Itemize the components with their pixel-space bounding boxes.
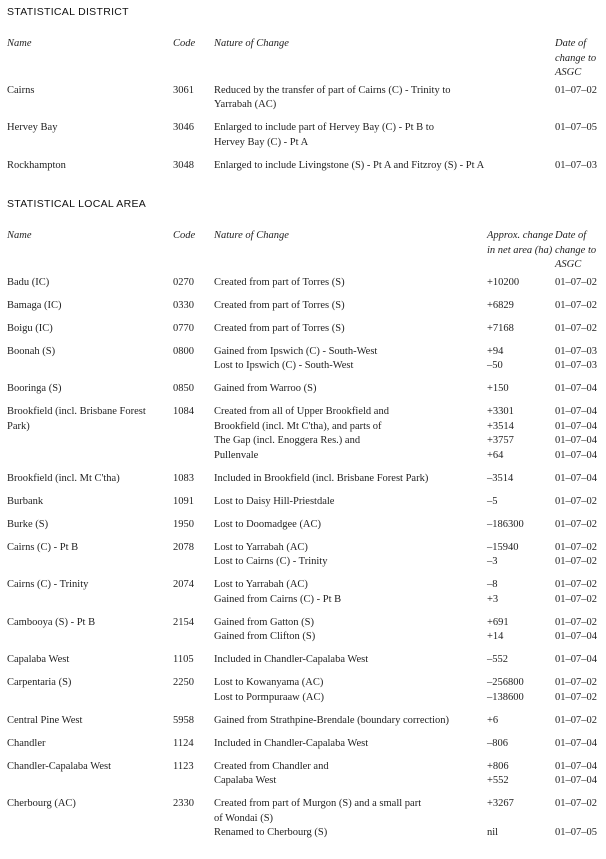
table-header-row xyxy=(7,37,606,81)
row-nature-lines xyxy=(214,345,487,374)
row-date-lines xyxy=(555,760,606,789)
row-date-lines xyxy=(555,737,606,752)
row-nature-lines xyxy=(214,159,555,174)
row-code: 0800 xyxy=(173,345,194,357)
row-name: Central Pine West xyxy=(7,714,83,726)
table-row xyxy=(7,322,606,337)
row-nature-lines xyxy=(214,737,487,752)
column-header-nature: Nature of Change xyxy=(214,230,289,241)
cell-line: 01–07–04 xyxy=(555,383,597,394)
table-body xyxy=(7,276,606,841)
table-row xyxy=(7,345,606,374)
table-section xyxy=(7,6,606,173)
row-date-lines xyxy=(555,472,606,487)
cell-line: 01–07–02 xyxy=(555,518,597,530)
cell-line: 01–07–02 xyxy=(555,677,597,688)
cell-line: Lost to Yarrabah (AC) xyxy=(214,541,308,553)
cell-line: Gained from Clifton (S) xyxy=(214,631,316,642)
row-nature-lines xyxy=(214,405,487,463)
row-nature-lines xyxy=(214,299,487,314)
cell-line: Yarrabah (AC) xyxy=(214,99,277,110)
row-name: Cairns (C) - Pt B xyxy=(7,541,79,553)
cell-line: 01–07–02 xyxy=(555,322,597,334)
cell-line: Enlarged to include part of Hervey Bay (C) - Pt B to xyxy=(214,122,434,133)
row-area-lines xyxy=(487,760,555,789)
row-nature-lines xyxy=(214,472,487,487)
row-area-lines xyxy=(487,495,555,510)
row-code: 0330 xyxy=(173,299,194,311)
row-area-lines xyxy=(487,714,555,729)
cell-line: +3514 xyxy=(487,420,514,432)
row-area-lines xyxy=(487,345,555,374)
cell-line: Renamed to Cherbourg (S) xyxy=(214,827,328,838)
document-page xyxy=(7,6,606,841)
cell-line: 01–07–04 xyxy=(555,420,597,432)
table-row xyxy=(7,760,606,789)
table-section xyxy=(7,198,606,841)
row-nature-lines xyxy=(214,714,487,729)
cell-line: Brookfield (incl. Mt C'tha), and parts of xyxy=(214,420,382,432)
cell-line: Lost to Yarrabah (AC) xyxy=(214,579,308,590)
row-name: Hervey Bay xyxy=(7,122,58,133)
column-header-name: Name xyxy=(7,38,32,49)
table-header-row xyxy=(7,229,606,273)
row-date-lines xyxy=(555,345,606,374)
cell-line: +10200 xyxy=(487,276,520,288)
row-nature-lines xyxy=(214,276,487,291)
row-area-lines xyxy=(487,405,555,463)
table-row xyxy=(7,472,606,487)
table-row xyxy=(7,382,606,397)
row-area-lines xyxy=(487,322,555,337)
cell-line: –186300 xyxy=(487,518,524,530)
row-name: Boonah (S) xyxy=(7,345,56,357)
cell-line: Included in Chandler-Capalaba West xyxy=(214,737,369,749)
cell-line: 01–07–02 xyxy=(555,798,597,809)
row-area-lines xyxy=(487,676,555,705)
cell-line: Gained from Strathpine-Brendale (boundary correction) xyxy=(214,714,449,726)
cell-line: nil xyxy=(487,827,499,838)
row-date-lines xyxy=(555,578,606,607)
row-name: Burke (S) xyxy=(7,518,49,530)
cell-line: –8 xyxy=(487,579,498,590)
row-name: Chandler xyxy=(7,737,46,749)
cell-line: –3 xyxy=(487,556,498,567)
cell-line xyxy=(555,136,606,151)
row-code: 2074 xyxy=(173,579,194,590)
row-nature-lines xyxy=(214,797,487,841)
cell-line: 01–07–02 xyxy=(555,84,597,96)
column-header-nature: Nature of Change xyxy=(214,38,289,49)
cell-line: +3 xyxy=(487,593,499,605)
row-nature-lines xyxy=(214,121,555,150)
cell-line: Enlarged to include Livingstone (S) - Pt A and Fitzroy (S) - Pt A xyxy=(214,159,485,171)
cell-line: Created from all of Upper Brookfield and xyxy=(214,406,389,417)
row-date-lines xyxy=(555,299,606,314)
cell-line: Created from part of Torres (S) xyxy=(214,299,345,311)
row-code: 2154 xyxy=(173,616,194,628)
cell-line: Hervey Bay (C) - Pt A xyxy=(214,136,309,148)
row-nature-lines xyxy=(214,84,555,113)
cell-line: 01–07–04 xyxy=(555,760,597,772)
cell-line: Lost to Pormpuraaw (AC) xyxy=(214,691,324,703)
row-name: Capalaba West xyxy=(7,654,70,665)
cell-line: Created from part of Torres (S) xyxy=(214,322,345,334)
cell-line: +6 xyxy=(487,714,499,726)
row-nature-lines xyxy=(214,382,487,397)
row-date-lines xyxy=(555,159,606,174)
cell-line: 01–07–02 xyxy=(555,593,597,605)
row-area-lines xyxy=(487,737,555,752)
row-area-lines xyxy=(487,472,555,487)
table-row xyxy=(7,299,606,314)
cell-line: +7168 xyxy=(487,322,514,334)
section-title: STATISTICAL LOCAL AREA xyxy=(7,198,147,210)
row-name: Cherbourg (AC) xyxy=(7,798,76,809)
cell-line: 01–07–04 xyxy=(555,472,597,484)
row-nature-lines xyxy=(214,322,487,337)
row-area-lines xyxy=(487,653,555,668)
row-nature-lines xyxy=(214,541,487,570)
row-code: 1091 xyxy=(173,495,194,507)
row-area-lines xyxy=(487,382,555,397)
cell-line: Created from part of Murgon (S) and a small part xyxy=(214,798,422,809)
cell-line: +6829 xyxy=(487,299,514,311)
cell-line: 01–07–04 xyxy=(555,435,597,446)
table-body xyxy=(7,84,606,174)
row-code: 1084 xyxy=(173,406,194,417)
cell-line: 01–07–02 xyxy=(555,556,597,567)
cell-line: 01–07–03 xyxy=(555,345,597,357)
cell-line: 01–07–03 xyxy=(555,159,597,171)
row-code: 1105 xyxy=(173,654,194,665)
row-name: Burbank xyxy=(7,495,44,507)
row-area-lines xyxy=(487,518,555,533)
column-header-name: Name xyxy=(7,230,32,241)
cell-line: +3267 xyxy=(487,798,514,809)
cell-line: Reduced by the transfer of part of Cairns (C) - Trinity to xyxy=(214,84,451,96)
cell-line: Lost to Kowanyama (AC) xyxy=(214,677,324,688)
cell-line: 01–07–02 xyxy=(555,541,597,553)
row-area-lines xyxy=(487,616,555,645)
cell-line: 01–07–04 xyxy=(555,406,597,417)
row-name: Carpentaria (S) xyxy=(7,677,72,688)
cell-line: Gained from Cairns (C) - Pt B xyxy=(214,593,342,605)
cell-line: +94 xyxy=(487,345,504,357)
cell-line: 01–07–04 xyxy=(555,654,597,665)
row-name: Badu (IC) xyxy=(7,276,50,288)
cell-line: Lost to Doomadgee (AC) xyxy=(214,518,322,530)
row-date-lines xyxy=(555,405,606,463)
table-row xyxy=(7,276,606,291)
row-date-lines xyxy=(555,121,606,150)
row-nature-lines xyxy=(214,653,487,668)
cell-line: 01–07–02 xyxy=(555,276,597,288)
cell-line: 01–07–03 xyxy=(555,360,597,371)
row-name: Cairns xyxy=(7,84,35,96)
row-code: 2078 xyxy=(173,541,194,553)
row-date-lines xyxy=(555,541,606,570)
cell-line: Gained from Warroo (S) xyxy=(214,383,317,394)
cell-line: 01–07–02 xyxy=(555,495,597,507)
table-row xyxy=(7,159,606,174)
row-name: Chandler-Capalaba West xyxy=(7,760,112,772)
cell-line: 01–07–02 xyxy=(555,714,597,726)
cell-line: 01–07–02 xyxy=(555,691,597,703)
row-area-lines xyxy=(487,299,555,314)
row-name: Boigu (IC) xyxy=(7,322,53,334)
row-area-lines xyxy=(487,276,555,291)
row-code: 2330 xyxy=(173,798,194,809)
cell-line: +3301 xyxy=(487,406,514,417)
row-date-lines xyxy=(555,495,606,510)
row-name: Rockhampton xyxy=(7,159,66,171)
row-code: 1083 xyxy=(173,472,194,484)
row-date-lines xyxy=(555,797,606,841)
row-nature-lines xyxy=(214,495,487,510)
cell-line: –256800 xyxy=(487,677,524,688)
row-name: Cambooya (S) - Pt B xyxy=(7,616,96,628)
table-row xyxy=(7,121,606,150)
column-header-code: Code xyxy=(173,230,196,241)
row-date-lines xyxy=(555,714,606,729)
cell-line: +691 xyxy=(487,616,509,628)
cell-line: 01–07–04 xyxy=(555,631,597,642)
row-date-lines xyxy=(555,653,606,668)
table-row xyxy=(7,676,606,705)
cell-line: +806 xyxy=(487,760,509,772)
column-header-date: Date of change to ASGC xyxy=(555,230,597,270)
cell-line: 01–07–04 xyxy=(555,737,597,749)
row-nature-lines xyxy=(214,616,487,645)
row-name: Bamaga (IC) xyxy=(7,299,62,311)
table-row xyxy=(7,714,606,729)
row-date-lines xyxy=(555,676,606,705)
cell-line: –806 xyxy=(487,737,508,749)
row-code: 0850 xyxy=(173,383,194,394)
cell-line: Created from part of Torres (S) xyxy=(214,276,345,288)
row-date-lines xyxy=(555,616,606,645)
column-header-area: Approx. change in net area (ha) xyxy=(487,230,554,256)
cell-line: 01–07–02 xyxy=(555,616,597,628)
cell-line: –15940 xyxy=(487,541,519,553)
row-date-lines xyxy=(555,518,606,533)
cell-line: 01–07–04 xyxy=(555,775,597,786)
table-row xyxy=(7,541,606,570)
row-code: 2250 xyxy=(173,677,194,688)
row-code: 1124 xyxy=(173,737,194,749)
row-code: 5958 xyxy=(173,714,194,726)
row-name: Brookfield (incl. Brisbane Forest Park) xyxy=(7,406,146,432)
row-name: Cairns (C) - Trinity xyxy=(7,579,89,590)
row-code: 3048 xyxy=(173,159,194,171)
column-header-date: Date of change to ASGC xyxy=(555,38,597,78)
row-nature-lines xyxy=(214,676,487,705)
row-date-lines xyxy=(555,276,606,291)
cell-line: –138600 xyxy=(487,691,524,703)
section-title: STATISTICAL DISTRICT xyxy=(7,6,129,18)
row-code: 1950 xyxy=(173,518,194,530)
table-row xyxy=(7,84,606,113)
row-code: 0770 xyxy=(173,322,194,334)
cell-line: of Wondai (S) xyxy=(214,812,274,824)
cell-line xyxy=(487,812,555,827)
cell-line: Lost to Ipswich (C) - South-West xyxy=(214,360,354,371)
cell-line: Lost to Cairns (C) - Trinity xyxy=(214,556,328,567)
cell-line: –552 xyxy=(487,654,508,665)
cell-line: –50 xyxy=(487,360,503,371)
cell-line: 01–07–05 xyxy=(555,827,597,838)
cell-line: +64 xyxy=(487,449,504,461)
table-row xyxy=(7,653,606,668)
cell-line: 01–07–02 xyxy=(555,579,597,590)
table-row xyxy=(7,495,606,510)
row-code: 3046 xyxy=(173,122,194,133)
row-code: 3061 xyxy=(173,84,194,96)
row-code: 1123 xyxy=(173,760,194,772)
row-date-lines xyxy=(555,84,606,113)
cell-line: Included in Brookfield (incl. Brisbane Forest Park) xyxy=(214,472,429,484)
row-name: Booringa (S) xyxy=(7,383,62,394)
cell-line: –5 xyxy=(487,495,498,507)
row-nature-lines xyxy=(214,760,487,789)
cell-line: –3514 xyxy=(487,472,514,484)
table-row xyxy=(7,797,606,841)
cell-line xyxy=(555,812,606,827)
row-code: 0270 xyxy=(173,276,194,288)
table-row xyxy=(7,578,606,607)
cell-line xyxy=(555,98,606,113)
cell-line: Included in Chandler-Capalaba West xyxy=(214,654,369,665)
cell-line: Created from Chandler and xyxy=(214,760,329,772)
table-row xyxy=(7,405,606,463)
row-date-lines xyxy=(555,382,606,397)
cell-line: Gained from Gatton (S) xyxy=(214,616,315,628)
row-name: Brookfield (incl. Mt C'tha) xyxy=(7,472,120,484)
cell-line: +14 xyxy=(487,631,504,642)
row-nature-lines xyxy=(214,518,487,533)
cell-line: +150 xyxy=(487,383,509,394)
cell-line: 01–07–05 xyxy=(555,122,597,133)
table-row xyxy=(7,616,606,645)
row-date-lines xyxy=(555,322,606,337)
cell-line: Lost to Daisy Hill-Priestdale xyxy=(214,495,335,507)
column-header-code: Code xyxy=(173,38,196,49)
cell-line: +3757 xyxy=(487,435,514,446)
row-nature-lines xyxy=(214,578,487,607)
cell-line: Gained from Ipswich (C) - South-West xyxy=(214,345,378,357)
cell-line: Pullenvale xyxy=(214,449,259,461)
cell-line: 01–07–04 xyxy=(555,449,597,461)
cell-line: 01–07–02 xyxy=(555,299,597,311)
cell-line: The Gap (incl. Enoggera Res.) and xyxy=(214,435,361,446)
row-area-lines xyxy=(487,578,555,607)
table-row xyxy=(7,518,606,533)
cell-line: +552 xyxy=(487,775,509,786)
table-row xyxy=(7,737,606,752)
row-area-lines xyxy=(487,797,555,841)
cell-line: Capalaba West xyxy=(214,775,277,786)
row-area-lines xyxy=(487,541,555,570)
